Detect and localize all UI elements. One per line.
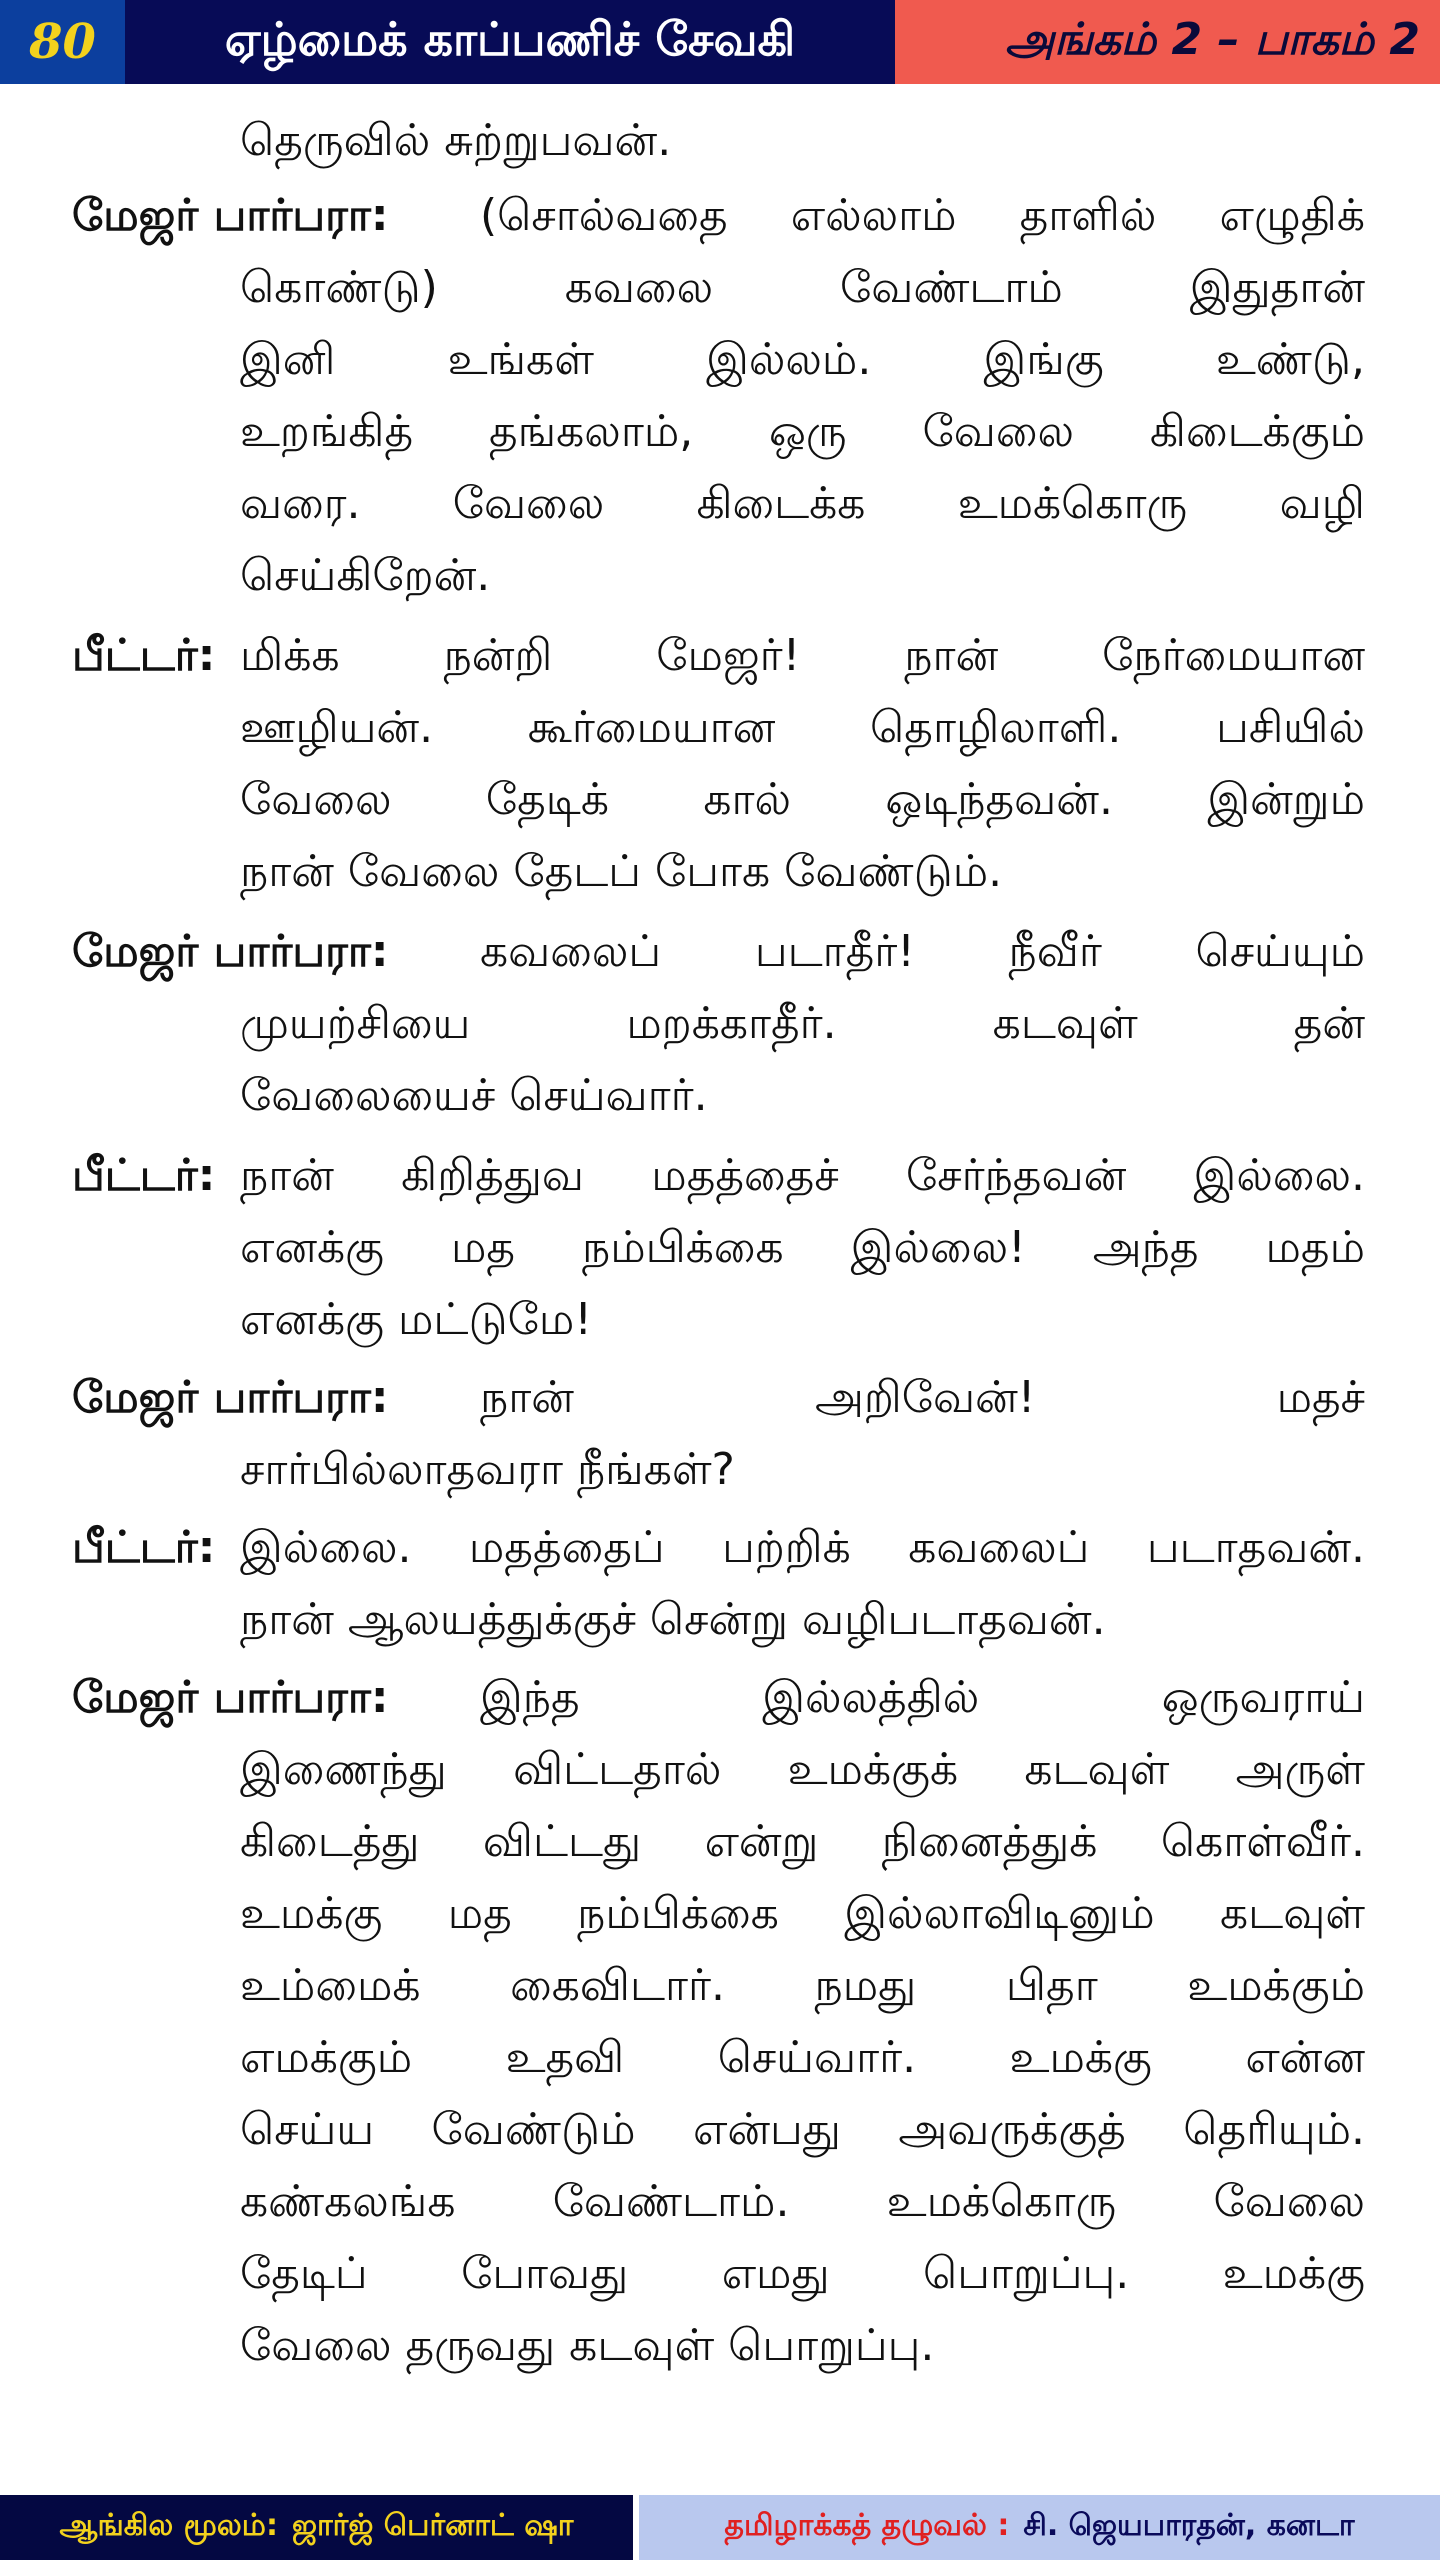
dialogue-line: நான் கிறித்துவ மதத்தைச் சேர்ந்தவன் இல்லை. xyxy=(240,1150,1365,1201)
dialogue-line: தேடிப் போவது எமது பொறுப்பு. உமக்கு xyxy=(240,2248,1365,2299)
dialogue-line: செய்ய வேண்டும் என்பது அவருக்குத் தெரியும். xyxy=(240,2104,1365,2155)
dialogue-line: கண்கலங்க வேண்டாம். உமக்கொரு வேலை xyxy=(240,2176,1365,2227)
dialogue-line: ஊழியன். கூர்மையான தொழிலாளி. பசியில் xyxy=(240,702,1365,753)
dialogue-line: நான் வேலை தேடப் போக வேண்டும். xyxy=(240,846,1003,897)
speaker-name: மேஜர் பார்பரா: xyxy=(72,1672,389,1723)
dialogue-line: இணைந்து விட்டதால் உமக்குக் கடவுள் அருள் xyxy=(240,1744,1365,1795)
dialogue-line: கொண்டு) கவலை வேண்டாம் இதுதான் xyxy=(240,262,1365,313)
translator-name: சி. ஜெயபாரதன், கனடா xyxy=(1023,2508,1355,2543)
dialogue-line: தெருவில் சுற்றுபவன். xyxy=(240,115,672,166)
speaker-name: மேஜர் பார்பரா: xyxy=(72,1372,389,1423)
dialogue-line: இந்த இல்லத்தில் ஒருவராய் xyxy=(480,1672,1365,1723)
act-scene-label: அங்கம் 2 – பாகம் 2 xyxy=(895,0,1440,84)
dialogue-line: மிக்க நன்றி மேஜர்! நான் நேர்மையான xyxy=(240,630,1365,681)
dialogue-line: நான் ஆலயத்துக்குச் சென்று வழிபடாதவன். xyxy=(240,1594,1106,1645)
speaker-name: மேஜர் பார்பரா: xyxy=(72,190,389,241)
dialogue-line: உமக்கு மத நம்பிக்கை இல்லாவிடினும் கடவுள் xyxy=(240,1888,1365,1939)
dialogue-line: கிடைத்து விட்டது என்று நினைத்துக் கொள்வீர். xyxy=(240,1816,1365,1867)
speaker-name: மேஜர் பார்பரா: xyxy=(72,926,389,977)
page-header xyxy=(0,0,1440,84)
dialogue-line: உம்மைக் கைவிடார். நமது பிதா உமக்கும் xyxy=(240,1960,1365,2011)
dialogue-line: செய்கிறேன். xyxy=(240,550,491,601)
speaker-name: பீட்டர்: xyxy=(72,1150,216,1201)
dialogue-line: கவலைப் படாதீர்! நீவீர் செய்யும் xyxy=(480,926,1365,977)
dialogue-line: எமக்கும் உதவி செய்வார். உமக்கு என்ன xyxy=(240,2032,1365,2083)
dialogue-line: சார்பில்லாதவரா நீங்கள்? xyxy=(240,1444,735,1495)
translator-credit xyxy=(639,2495,1440,2560)
dialogue-line: எனக்கு மத நம்பிக்கை இல்லை! அந்த மதம் xyxy=(240,1222,1365,1273)
source-credit xyxy=(0,2495,633,2560)
dialogue-line: இல்லை. மதத்தைப் பற்றிக் கவலைப் படாதவன். xyxy=(240,1522,1365,1573)
speaker-name: பீட்டர்: xyxy=(72,1522,216,1573)
dialogue-line: (சொல்வதை எல்லாம் தாளில் எழுதிக் xyxy=(480,190,1365,241)
dialogue-line: வேலை தருவது கடவுள் பொறுப்பு. xyxy=(240,2320,935,2371)
dialogue-line: வரை. வேலை கிடைக்க உமக்கொரு வழி xyxy=(240,478,1365,529)
source-label: ஆங்கில மூலம்: xyxy=(59,2508,278,2543)
dialogue-line: முயற்சியை மறக்காதீர். கடவுள் தன் xyxy=(240,998,1365,1049)
dialogue-line: எனக்கு மட்டுமே! xyxy=(240,1294,592,1345)
source-author: ஜார்ஜ் பெர்னாட் ஷா xyxy=(291,2508,574,2543)
book-title: ஏழ்மைக் காப்பணிச் சேவகி xyxy=(125,0,895,84)
speaker-name: பீட்டர்: xyxy=(72,630,216,681)
translator-label: தமிழாக்கத் தழுவல் : xyxy=(724,2508,1010,2543)
dialogue-line: நான் அறிவேன்! மதச் xyxy=(480,1372,1365,1423)
dialogue-line: வேலை தேடிக் கால் ஒடிந்தவன். இன்றும் xyxy=(240,774,1365,825)
dialogue-line: வேலையைச் செய்வார். xyxy=(240,1070,708,1121)
dialogue-line: உறங்கித் தங்கலாம், ஒரு வேலை கிடைக்கும் xyxy=(240,406,1365,457)
page-footer xyxy=(0,2495,1440,2560)
dialogue-line: இனி உங்கள் இல்லம். இங்கு உண்டு, xyxy=(240,334,1365,385)
page-number: 80 xyxy=(0,0,125,84)
